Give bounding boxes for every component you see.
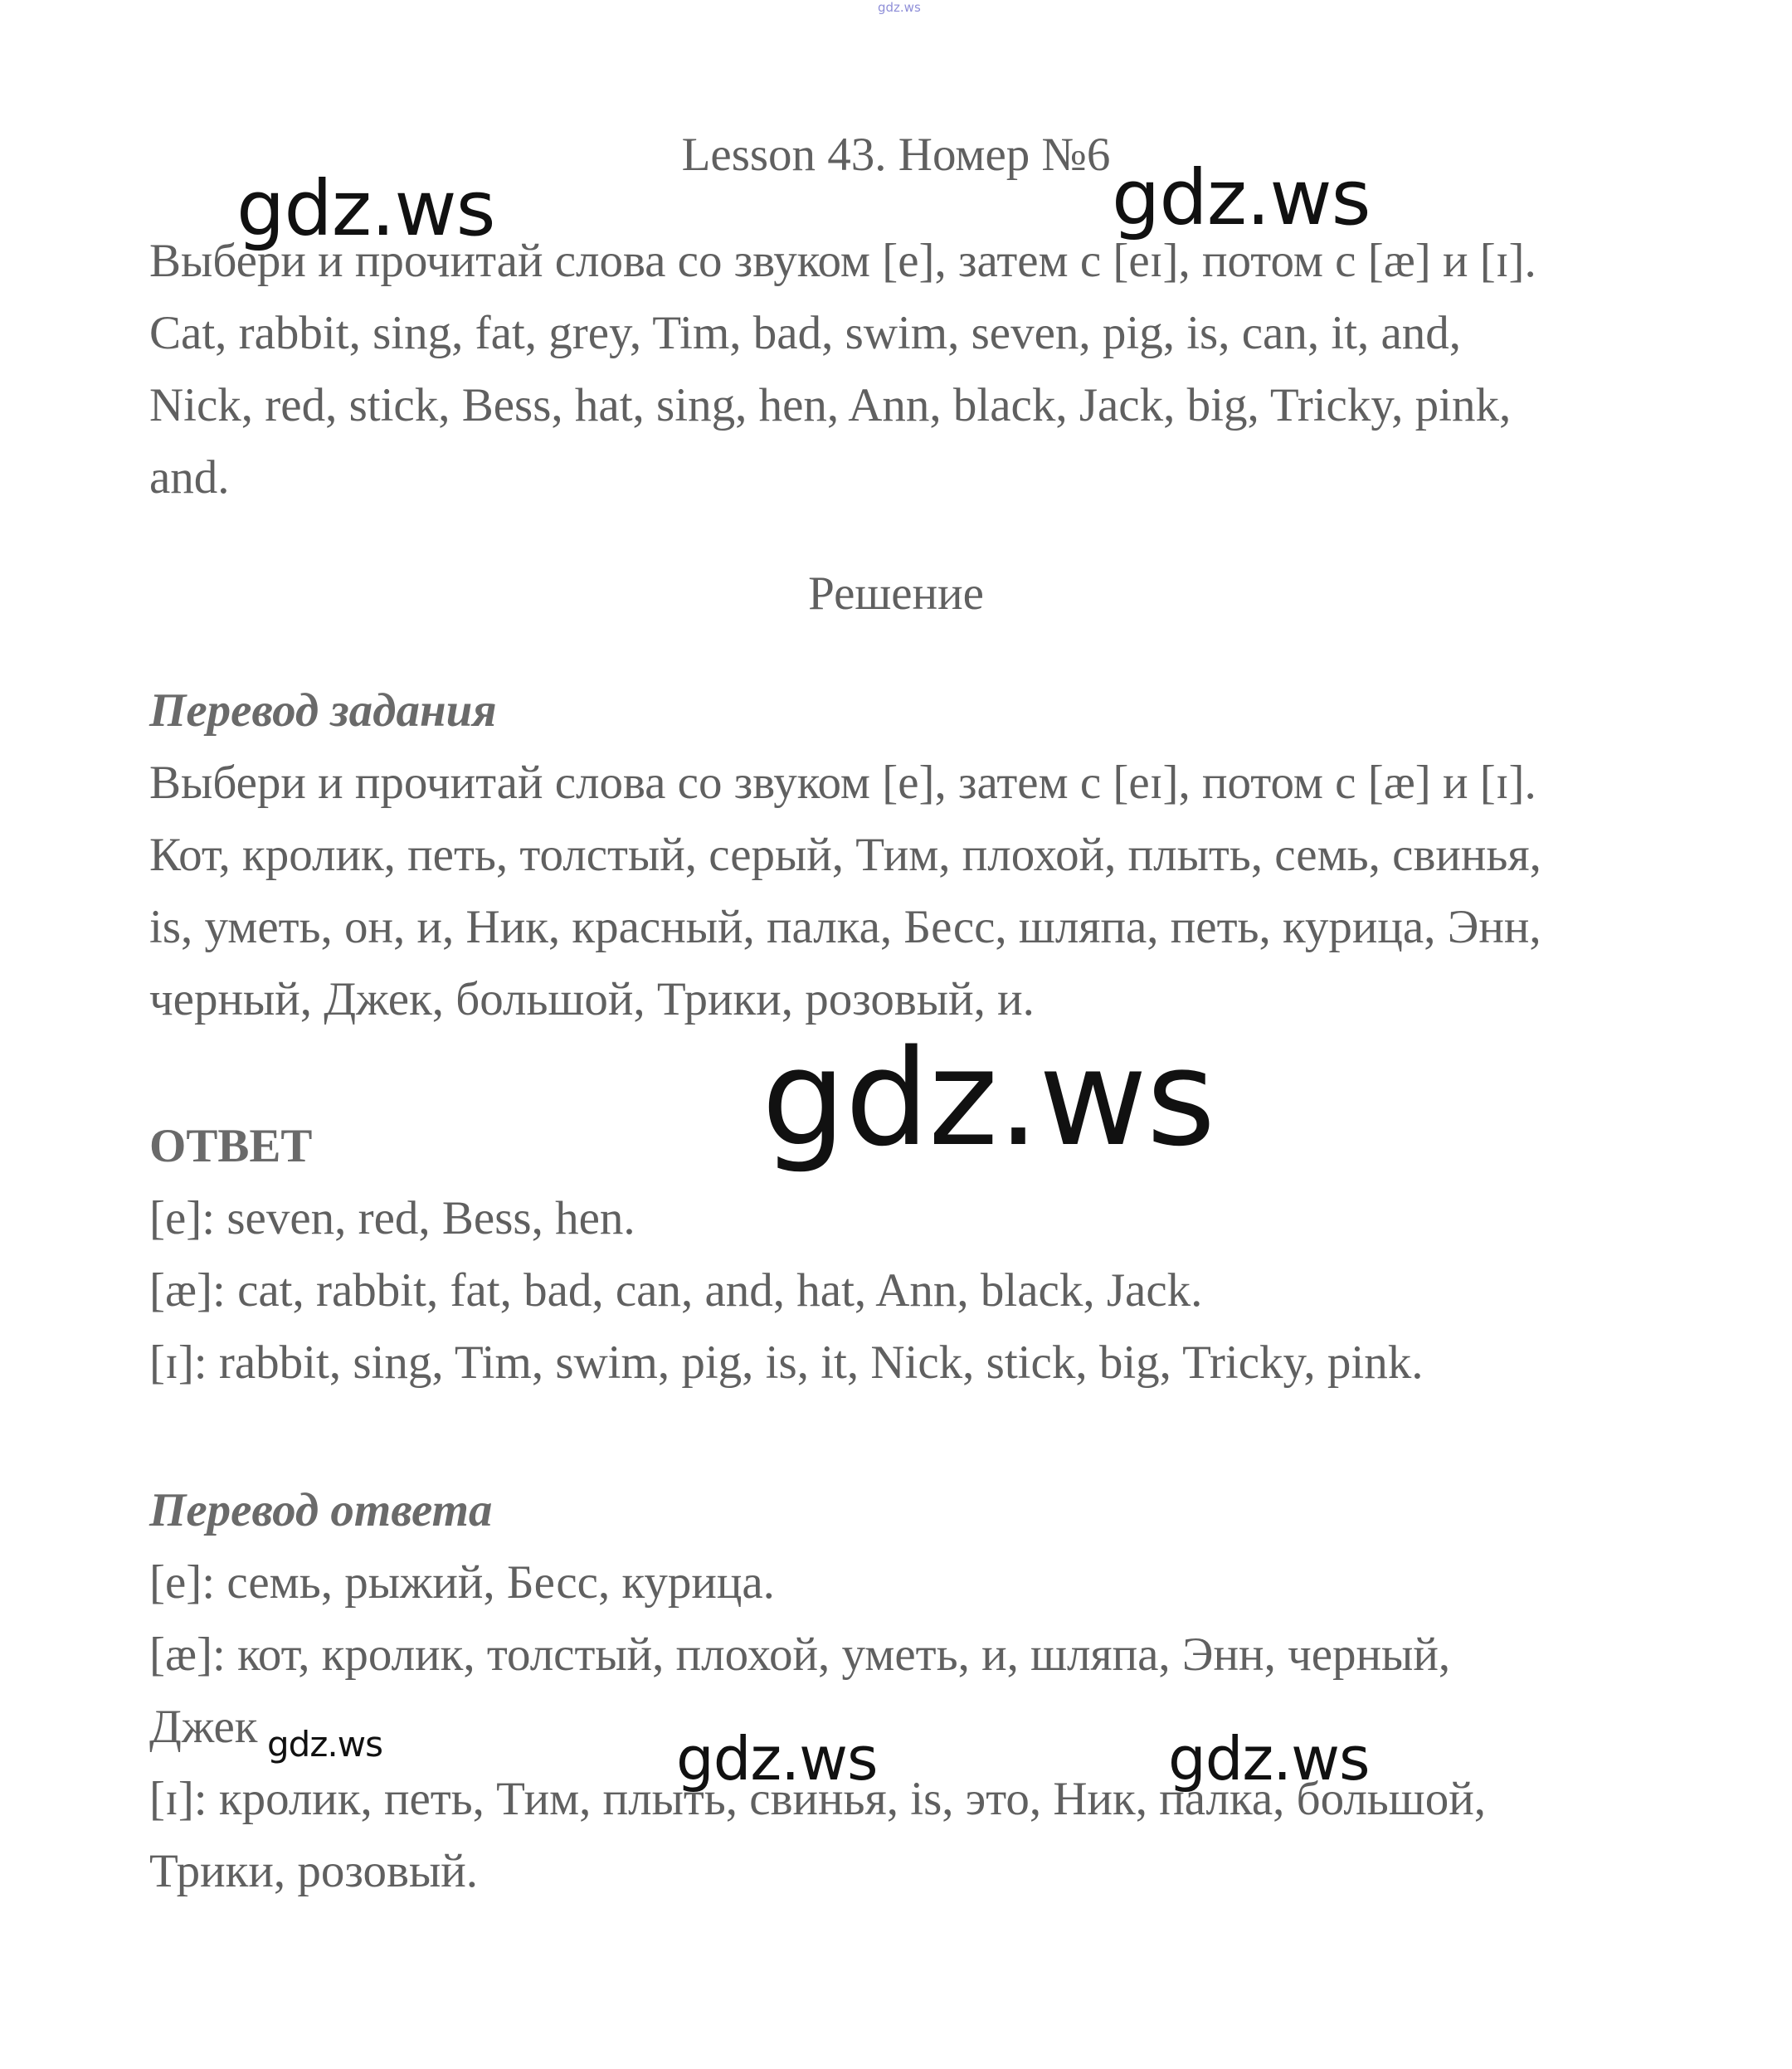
watermark-bottom-right: gdz.ws — [1168, 1724, 1370, 1794]
answer-translation-line: [ɪ]: кролик, петь, Тим, плыть, свинья, is, это, Ник, палка, большой, — [149, 1773, 1486, 1825]
watermark-bottom-center: gdz.ws — [676, 1724, 878, 1794]
answer-translation-line: Трики, розовый. — [149, 1845, 478, 1897]
watermark-top-left: gdz.ws — [236, 164, 495, 253]
task-translation-line: is, уметь, он, и, Ник, красный, палка, Бесс, шляпа, петь, курица, Энн, — [149, 901, 1541, 953]
watermark-bottom-small: gdz.ws — [267, 1724, 382, 1765]
watermark-tiny: gdz.ws — [878, 0, 921, 15]
watermark-center-large: gdz.ws — [762, 1020, 1215, 1176]
task-line: Nick, red, stick, Bess, hat, sing, hen, Ann, black, Jack, big, Tricky, pink, — [149, 379, 1512, 431]
watermark-top-right: gdz.ws — [1112, 153, 1371, 242]
task-translation-line: Выбери и прочитай слова со звуком [e], затем с [eɪ], потом с [æ] и [ɪ]. — [149, 757, 1536, 809]
answer-translation-line: [e]: семь, рыжий, Бесс, курица. — [149, 1556, 775, 1609]
answer-heading: ОТВЕТ — [149, 1120, 313, 1172]
task-line: and. — [149, 451, 230, 504]
page-title: Lesson 43. Номер №6 — [681, 129, 1111, 181]
task-translation-heading: Перевод задания — [149, 684, 497, 737]
answer-translation-heading: Перевод ответа — [149, 1484, 493, 1536]
answer-line: [æ]: cat, rabbit, fat, bad, can, and, hat, Ann, black, Jack. — [149, 1264, 1203, 1317]
answer-line: [ɪ]: rabbit, sing, Tim, swim, pig, is, it, Nick, stick, big, Tricky, pink. — [149, 1336, 1424, 1389]
answer-translation-line: Джек — [149, 1701, 258, 1753]
task-translation-line: черный, Джек, большой, Трики, розовый, и. — [149, 973, 1035, 1025]
answer-translation-line: [æ]: кот, кролик, толстый, плохой, уметь, и, шляпа, Энн, черный, — [149, 1628, 1451, 1681]
task-translation-line: Кот, кролик, петь, толстый, серый, Тим, плохой, плыть, семь, свинья, — [149, 829, 1541, 881]
task-line: Cat, rabbit, sing, fat, grey, Tim, bad, swim, seven, pig, is, can, it, and, — [149, 307, 1462, 359]
task-line: Выбери и прочитай слова со звуком [e], затем с [eɪ], потом с [æ] и [ɪ]. — [149, 235, 1536, 287]
answer-line: [e]: seven, red, Bess, hen. — [149, 1192, 635, 1244]
solution-title: Решение — [808, 567, 984, 620]
